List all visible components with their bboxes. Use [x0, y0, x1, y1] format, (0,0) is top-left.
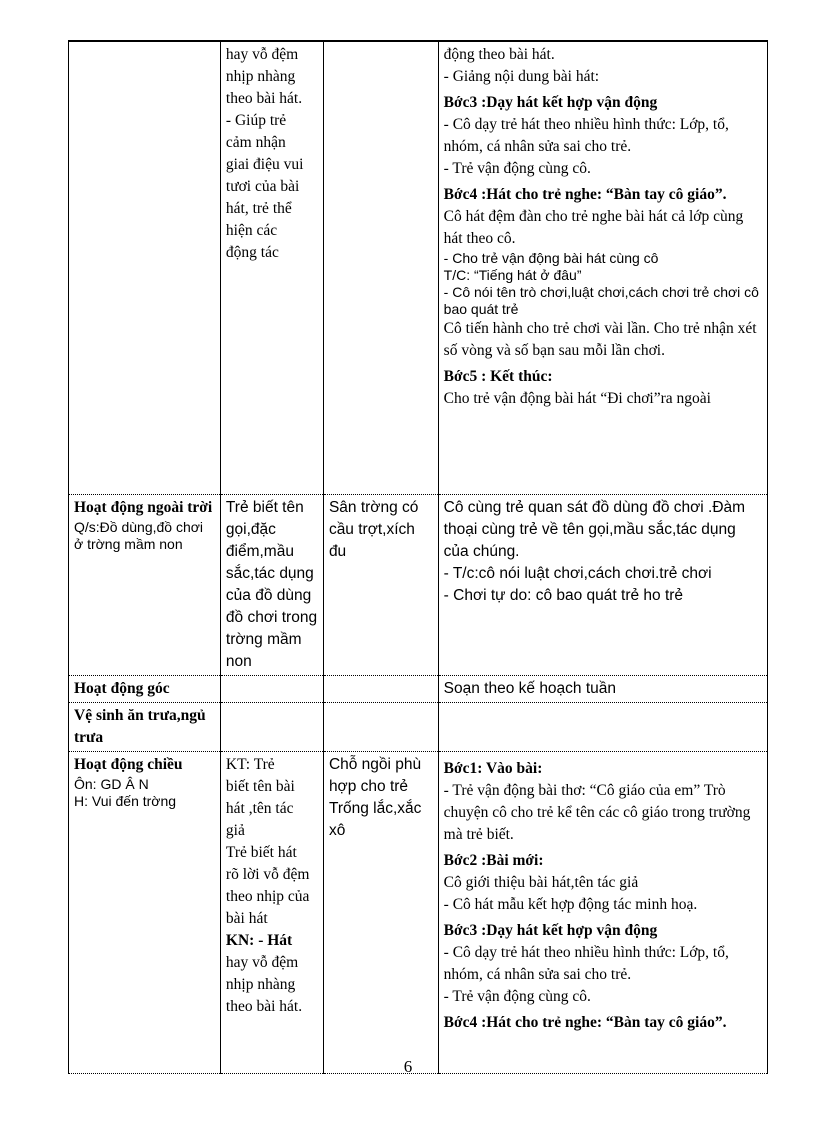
activity-cell: Hoạt động chiều Ôn: GD Â N H: Vui đến trờng: [69, 751, 221, 1073]
step-heading: Bớc3 :Dạy hát kết hợp vận động: [443, 94, 658, 111]
procedure-cell: Soạn theo kế hoạch tuần: [438, 675, 767, 702]
materials-cell: [323, 41, 438, 494]
procedure-cell: Cô cùng trẻ quan sát đồ dùng đồ chơi .Đàm thoại cùng trẻ về tên gọi,mầu sắc,tác dụng của chúng. - T/c:cô nói luật chơi,cách chơi.trẻ chơi - Chơi tự do: cô bao quát trẻ ho trẻ: [438, 494, 767, 675]
page-number: 6: [403, 1057, 413, 1076]
table-row: [69, 675, 768, 702]
step-heading: Bớc5 : Kết thúc:: [443, 368, 553, 385]
activity-cell: Vệ sinh ăn trưa,ngủ trưa: [69, 702, 221, 751]
step-heading: Bớc2 :Bài mới:: [443, 851, 544, 869]
activity-cell: [69, 41, 221, 494]
step-heading: Bớc4 :Hát cho trẻ nghe: “Bàn tay cô giáo”.: [443, 186, 727, 203]
step-heading: Bớc4 :Hát cho trẻ nghe: “Bàn tay cô giáo”.: [443, 1013, 727, 1031]
objective-cell: [220, 675, 323, 702]
materials-cell: Sân trờng có cầu trợt,xích đu: [323, 494, 438, 675]
procedure-cell: động theo bài hát. - Giảng nội dung bài hát: Bớc3 :Dạy hát kết hợp vận động - Cô dạy trẻ hát theo nhiều hình thức: Lớp, tổ, nhóm, cá nhân sửa sai cho trẻ. - Trẻ vận động cùng cô. Bớc4 :Hát cho trẻ nghe: “Bàn tay cô giáo”. Cô hát đệm đàn cho trẻ nghe bài hát cả lớp cùng hát theo cô. - Cho trẻ vận động bài hát cùng cô T/C: “Tiếng hát ở đâu” - Cô nói tên trò chơi,luật chơi,cách chơi trẻ chơi cô bao quát trẻ Cô tiến hành cho trẻ chơi vài lần. Cho trẻ nhận xét số vòng và số bạn sau mỗi lần chơi. Bớc5 : Kết thúc: Cho trẻ vận động bài hát “Đi chơi”ra ngoài: [438, 41, 767, 494]
objective-cell: Trẻ biết tên gọi,đặc điểm,mầu sắc,tác dụng của đồ dùng đồ chơi trong trờng mầm non: [220, 494, 323, 675]
table-row: [69, 702, 768, 751]
materials-cell: Chỗ ngồi phù hợp cho trẻ Trống lắc,xắc xô: [323, 751, 438, 1073]
table-row: [69, 751, 768, 1073]
step-heading: Bớc3 :Dạy hát kết hợp vận động: [443, 921, 658, 939]
table-row: [69, 494, 768, 675]
procedure-cell: Bớc1: Vào bài: - Trẻ vận động bài thơ: “Cô giáo của em” Trò chuyện cô cho trẻ kể tên các cô giáo trong trường mà trẻ biết. Bớc2 :Bài mới: Cô giới thiệu bài hát,tên tác giả - Cô hát mẫu kết hợp động tác minh hoạ. Bớc3 :Dạy hát kết hợp vận động - Cô dạy trẻ hát theo nhiều hình thức: Lớp, tổ, nhóm, cá nhân sửa sai cho trẻ. - Trẻ vận động cùng cô. Bớc4 :Hát cho trẻ nghe: “Bàn tay cô giáo”.: [438, 751, 767, 1073]
materials-cell: [323, 675, 438, 702]
activity-cell: Hoạt động ngoài trời Q/s:Đồ dùng,đồ chơi ở trờng mầm non: [69, 494, 221, 675]
materials-cell: [323, 702, 438, 751]
objective-cell: hay vỗ đệm nhịp nhàng theo bài hát. - Giúp trẻ cảm nhận giai điệu vui tươi của bài hát, trẻ thể hiện các động tác: [220, 41, 323, 494]
table-row: [69, 41, 768, 494]
procedure-cell: [438, 702, 767, 751]
activity-cell: Hoạt động góc: [69, 675, 221, 702]
activity-table: [68, 40, 768, 1074]
objective-cell: KT: Trẻ biết tên bài hát ,tên tác giả Trẻ biết hát rõ lời vỗ đệm theo nhịp của bài hát KN: - Hát hay vỗ đệm nhịp nhàng theo bài hát.: [220, 751, 323, 1073]
objective-cell: [220, 702, 323, 751]
step-heading: Bớc1: Vào bài:: [443, 759, 543, 777]
